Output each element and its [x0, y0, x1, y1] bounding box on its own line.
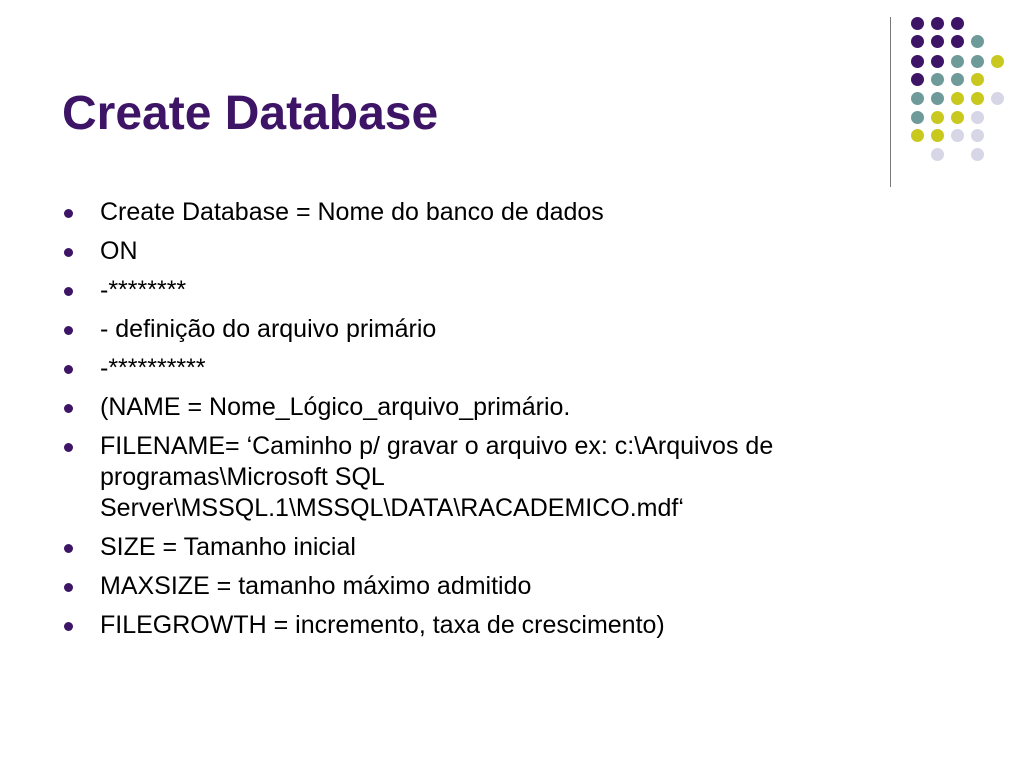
- bullet-text: -**********: [100, 354, 206, 382]
- bullet-dot-icon: [64, 287, 73, 296]
- bullet-dot-icon: [64, 544, 73, 553]
- bullet-item: [62, 314, 942, 345]
- decor-dot: [951, 35, 964, 48]
- decor-dot: [911, 129, 924, 142]
- bullet-item: [62, 392, 942, 423]
- decor-dot: [911, 111, 924, 124]
- bullet-dot-icon: [64, 443, 73, 452]
- bullet-item: [62, 236, 942, 267]
- bullet-item: [62, 275, 942, 306]
- decor-dot: [911, 55, 924, 68]
- bullet-text: ON: [100, 237, 138, 265]
- bullet-item: [62, 431, 942, 524]
- decor-dot: [911, 17, 924, 30]
- decor-dot: [931, 111, 944, 124]
- bullet-list: [62, 197, 942, 649]
- bullet-item: [62, 532, 942, 563]
- decor-dot: [911, 73, 924, 86]
- decor-dot: [911, 35, 924, 48]
- decor-dot: [951, 17, 964, 30]
- decor-dot: [971, 111, 984, 124]
- slide-title: Create Database: [62, 87, 439, 140]
- decor-dot: [931, 148, 944, 161]
- decor-dot: [991, 92, 1004, 105]
- decor-dot: [951, 55, 964, 68]
- decor-dot: [971, 148, 984, 161]
- decor-dot: [971, 92, 984, 105]
- bullet-dot-icon: [64, 248, 73, 257]
- bullet-text: - definição do arquivo primário: [100, 315, 437, 343]
- decor-dot: [931, 73, 944, 86]
- decor-dot: [931, 55, 944, 68]
- bullet-dot-icon: [64, 583, 73, 592]
- decor-dot: [971, 129, 984, 142]
- decor-dot: [931, 35, 944, 48]
- bullet-dot-icon: [64, 404, 73, 413]
- vertical-divider: [890, 17, 891, 187]
- bullet-item: [62, 610, 942, 641]
- bullet-text: SIZE = Tamanho inicial: [100, 533, 356, 561]
- decor-dot: [951, 73, 964, 86]
- bullet-item: [62, 197, 942, 228]
- bullet-text: (NAME = Nome_Lógico_arquivo_primário.: [100, 393, 571, 421]
- decor-dot: [951, 129, 964, 142]
- decor-dot: [931, 129, 944, 142]
- bullet-text: FILENAME= ‘Caminho p/ gravar o arquivo ex: c:\Arquivos de programas\Microsoft SQL Server\MSSQL.1\MSSQL\DATA\RACADEMICO.mdf‘: [100, 432, 774, 522]
- bullet-dot-icon: [64, 209, 73, 218]
- bullet-dot-icon: [64, 622, 73, 631]
- decor-dot: [991, 55, 1004, 68]
- bullet-dot-icon: [64, 326, 73, 335]
- bullet-item: [62, 353, 942, 384]
- decor-dot: [911, 92, 924, 105]
- decor-dot: [951, 92, 964, 105]
- decor-dot: [931, 92, 944, 105]
- bullet-text: MAXSIZE = tamanho máximo admitido: [100, 572, 532, 600]
- bullet-text: -********: [100, 276, 187, 304]
- bullet-item: [62, 571, 942, 602]
- decor-dot: [931, 17, 944, 30]
- decor-dot: [971, 55, 984, 68]
- decor-dot: [951, 111, 964, 124]
- bullet-dot-icon: [64, 365, 73, 374]
- decor-dot: [971, 73, 984, 86]
- bullet-text: FILEGROWTH = incremento, taxa de crescimento): [100, 611, 665, 639]
- bullet-text: Create Database = Nome do banco de dados: [100, 198, 604, 226]
- decor-dot: [971, 35, 984, 48]
